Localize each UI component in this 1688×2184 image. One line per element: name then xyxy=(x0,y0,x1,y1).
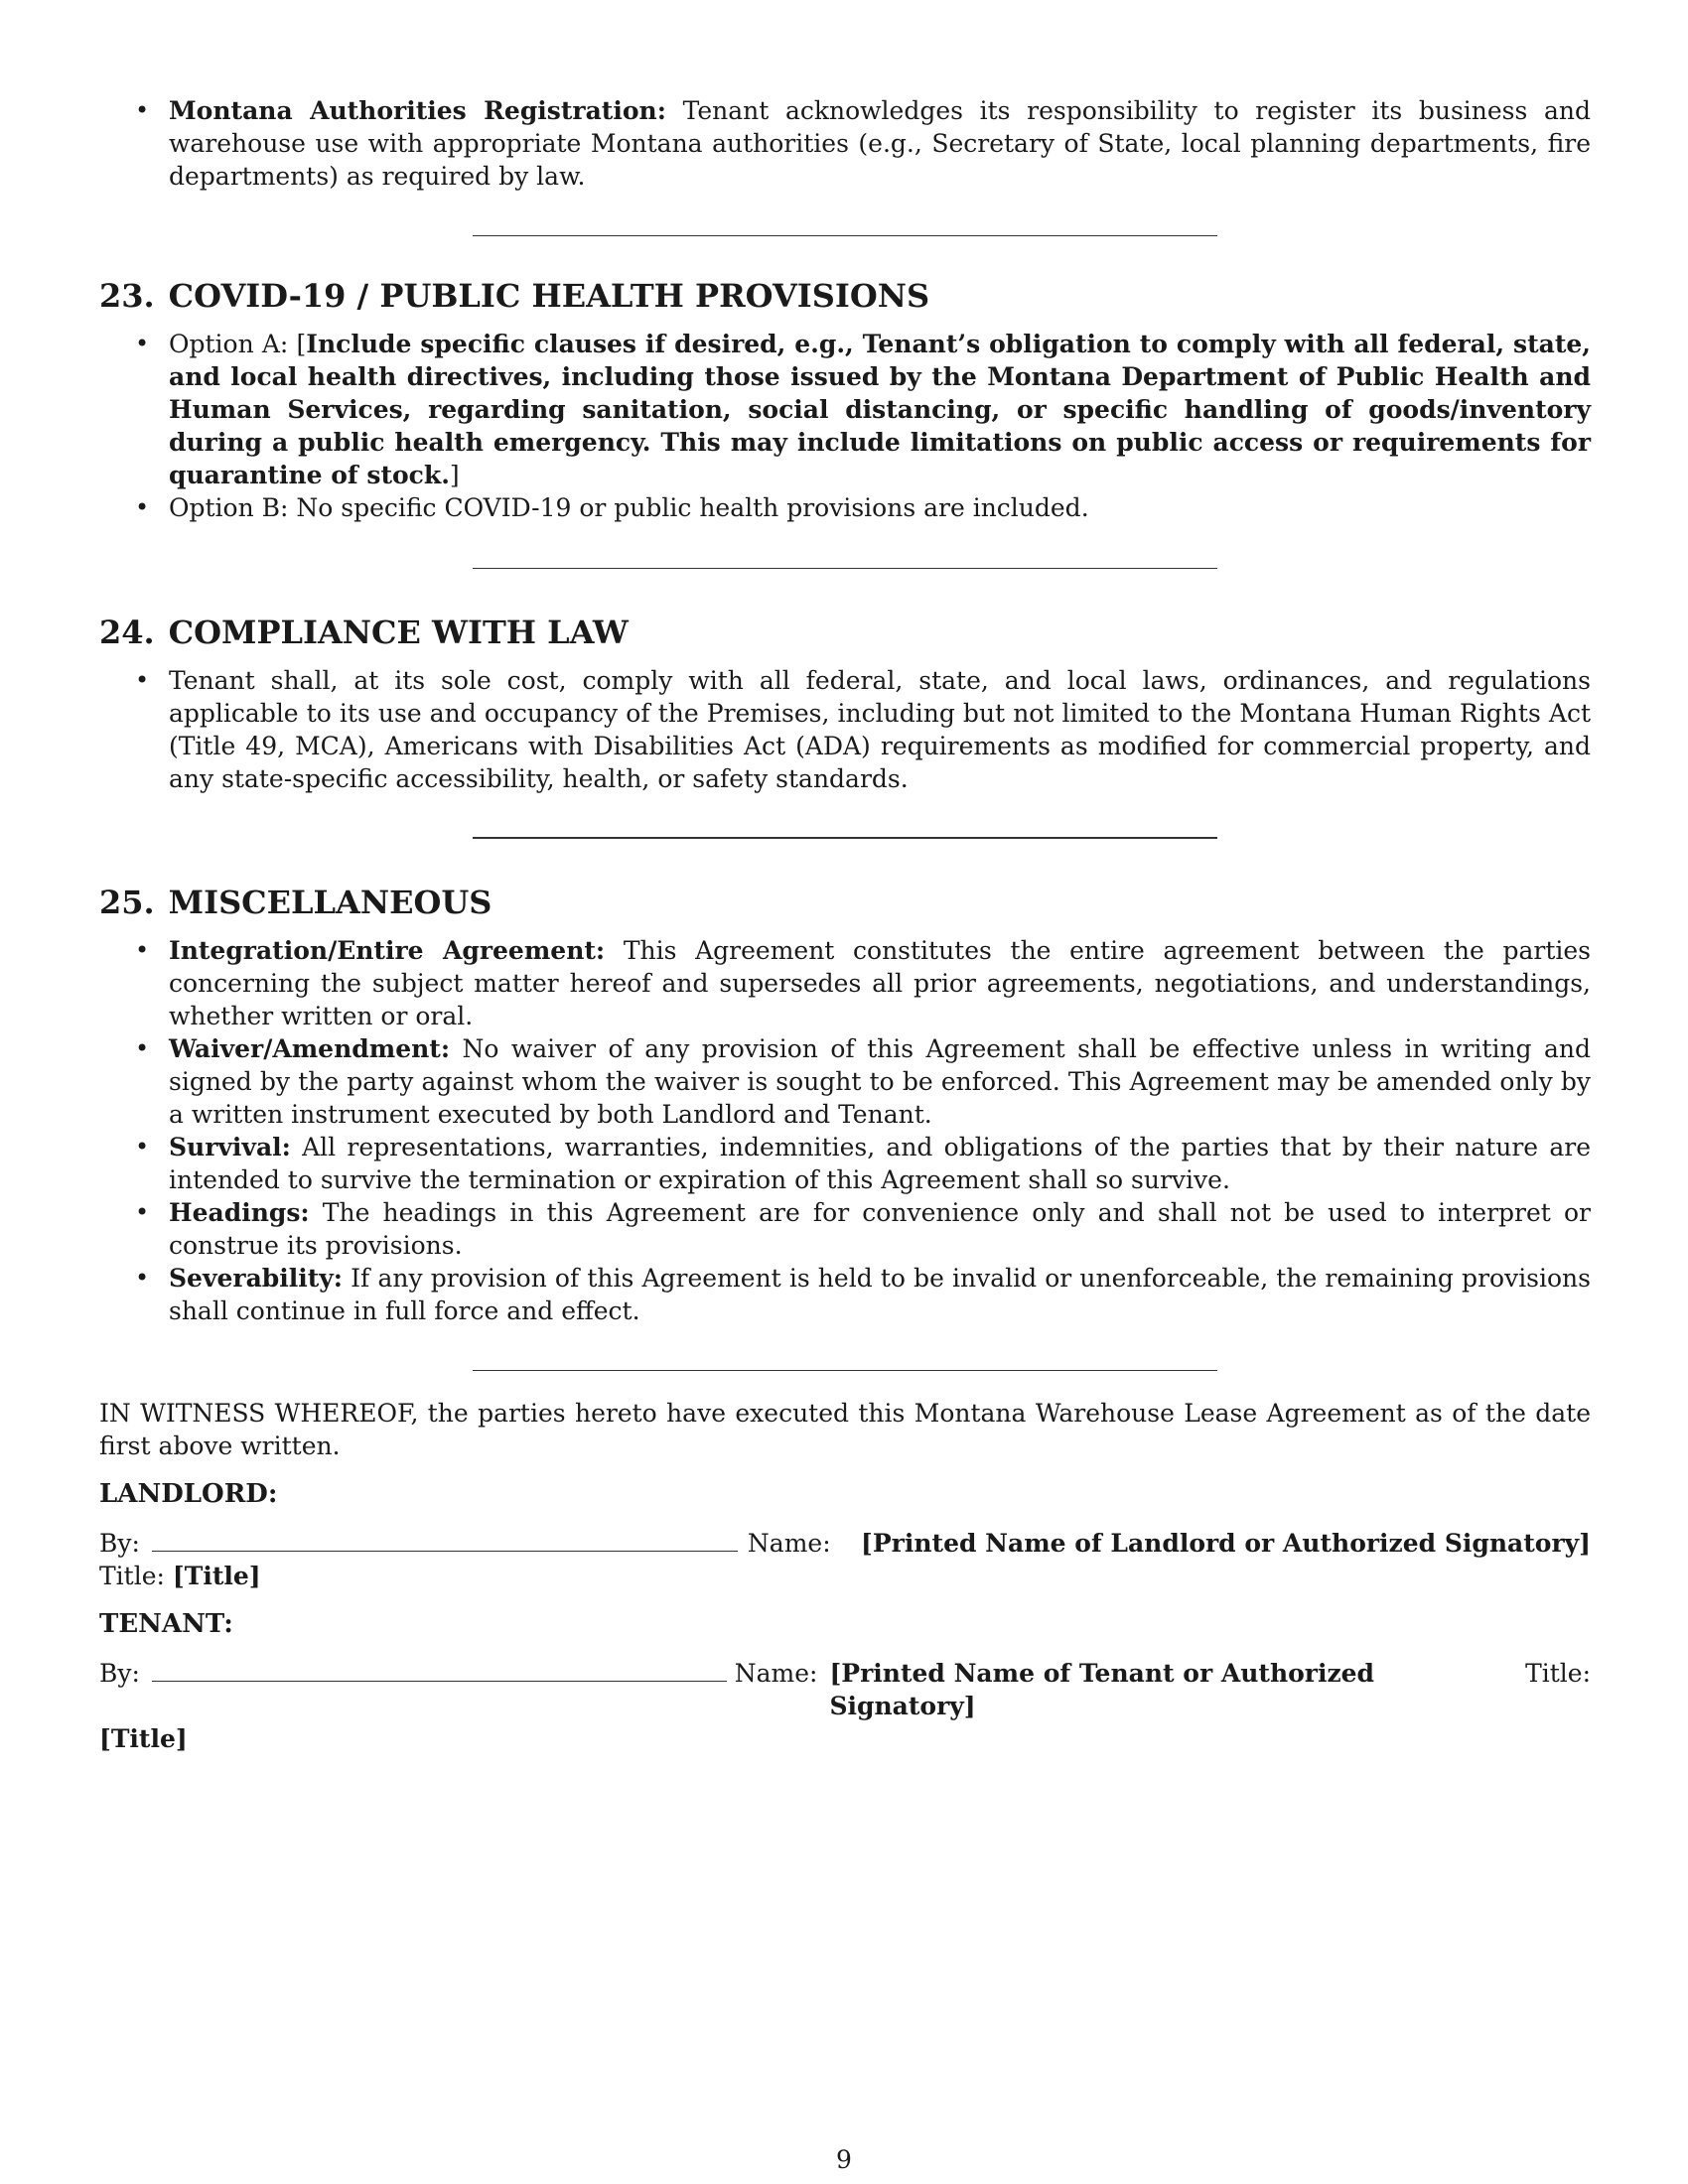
option-b-text: Option B: No specific COVID-19 or public health provisions are included. xyxy=(169,493,1089,522)
section-title: COMPLIANCE WITH LAW xyxy=(168,614,629,651)
list-item xyxy=(99,94,1591,193)
section-number: 23. xyxy=(99,277,155,315)
section-divider xyxy=(473,568,1217,569)
section-23-heading xyxy=(99,276,1591,316)
tenant-title-value: [Title] xyxy=(99,1724,188,1753)
list-item xyxy=(99,1131,1591,1196)
bracket-close: ] xyxy=(449,461,460,489)
bracket-open: [ xyxy=(296,330,307,358)
section-number: 24. xyxy=(99,614,155,651)
section-number: 25. xyxy=(99,884,155,921)
document-page xyxy=(99,94,1591,1755)
section-22-list xyxy=(99,94,1591,193)
option-a-text: Include specific clauses if desired, e.g., Tenant’s obligation to comply with all federal, state, and local health directives, including those issued by the Montana Department of Public Health and Human Services, regarding sanitation, social distancing, or specific handling of goods/inventory during a public health emergency. This may include limitations on public access or requirements for quarantine of stock. xyxy=(169,330,1591,489)
bullet-icon: • xyxy=(135,493,150,521)
landlord-signature-line[interactable] xyxy=(152,1527,738,1552)
option-a-label: Option A: xyxy=(169,330,297,358)
landlord-label: LANDLORD: xyxy=(99,1479,278,1509)
section-title: COVID-19 / PUBLIC HEALTH PROVISIONS xyxy=(168,277,930,315)
page-number: 9 xyxy=(836,2145,852,2174)
landlord-title-row xyxy=(99,1560,1591,1592)
tenant-title-row xyxy=(99,1722,1591,1755)
item-heading: Headings: xyxy=(169,1198,310,1227)
section-divider xyxy=(473,837,1217,839)
tenant-signature-block xyxy=(99,1657,1591,1722)
bullet-icon: • xyxy=(135,936,150,964)
list-item xyxy=(99,1196,1591,1262)
item-heading: Montana Authorities Registration: xyxy=(169,96,666,125)
tenant-signature-line[interactable] xyxy=(152,1657,727,1682)
list-item xyxy=(99,1032,1591,1131)
by-label: By: xyxy=(99,1529,140,1558)
list-item xyxy=(99,934,1591,1032)
section-24-heading xyxy=(99,613,1591,652)
bullet-icon: • xyxy=(135,666,150,694)
item-text: This Agreement constitutes the entire agreement between the parties concerning the subject matter hereof and supersedes all prior agreements, negotiations, and understandings, whether written or oral. xyxy=(169,936,1591,1030)
tenant-label: TENANT: xyxy=(99,1609,233,1639)
item-heading: Integration/Entire Agreement: xyxy=(169,936,606,965)
landlord-name-value: [Printed Name of Landlord or Authorized Signatory] xyxy=(861,1529,1591,1558)
item-text: All representations, warranties, indemnities, and obligations of the parties that by their nature are intended to survive the termination or expiration of this Agreement shall so survive. xyxy=(169,1133,1591,1194)
item-text: If any provision of this Agreement is held to be invalid or unenforceable, the remaining provisions shall continue in full force and effect. xyxy=(169,1264,1591,1325)
list-item xyxy=(99,328,1591,491)
name-label: Name: xyxy=(734,1659,818,1688)
bullet-icon: • xyxy=(135,1133,150,1160)
title-label: Title: xyxy=(99,1562,165,1590)
section-divider xyxy=(473,235,1217,236)
section-25-list xyxy=(99,934,1591,1327)
title-label: Title: xyxy=(1525,1659,1591,1688)
item-heading: Severability: xyxy=(169,1264,344,1293)
item-text: Tenant shall, at its sole cost, comply with all federal, state, and local laws, ordinances, and regulations applicable to its use and occupancy of the Premises, including but not limited to the Montana Human Rights Act (Title 49, MCA), Americans with Disabilities Act (ADA) requirements as modified for commercial property, and any state-specific accessibility, health, or safety standards. xyxy=(169,666,1591,793)
item-text: Tenant acknowledges its responsibility to register its business and warehouse use with appropriate Montana authorities (e.g., Secretary of State, local planning departments, fire departments) as required by law. xyxy=(169,96,1592,191)
name-label: Name: xyxy=(747,1529,831,1558)
list-item xyxy=(99,664,1591,795)
section-25-heading xyxy=(99,883,1591,922)
bullet-icon: • xyxy=(135,96,150,124)
tenant-name-value: [Printed Name of Tenant or Authorized Signatory] xyxy=(829,1659,1375,1720)
item-heading: Survival: xyxy=(169,1133,291,1161)
list-item xyxy=(99,491,1591,524)
bullet-icon: • xyxy=(135,1264,150,1292)
item-heading: Waiver/Amendment: xyxy=(169,1034,451,1063)
section-23-list xyxy=(99,328,1591,524)
bullet-icon: • xyxy=(135,330,150,357)
item-text: No waiver of any provision of this Agreement shall be effective unless in writing and signed by the party against whom the waiver is sought to be enforced. This Agreement may be amended only by a written instrument executed by both Landlord and Tenant. xyxy=(169,1034,1591,1129)
section-title: MISCELLANEOUS xyxy=(168,884,492,921)
bullet-icon: • xyxy=(135,1198,150,1226)
section-divider xyxy=(473,1370,1217,1371)
witness-paragraph: IN WITNESS WHEREOF, the parties hereto have executed this Montana Warehouse Lease Agreement as of the date first above written. xyxy=(99,1399,1591,1460)
section-24-list xyxy=(99,664,1591,795)
item-text: The headings in this Agreement are for convenience only and shall not be used to interpret or construe its provisions. xyxy=(169,1198,1591,1260)
bullet-icon: • xyxy=(135,1034,150,1062)
list-item xyxy=(99,1262,1591,1327)
landlord-signature-block xyxy=(99,1527,1591,1560)
by-label: By: xyxy=(99,1659,140,1688)
landlord-title-value: [Title] xyxy=(172,1562,261,1590)
